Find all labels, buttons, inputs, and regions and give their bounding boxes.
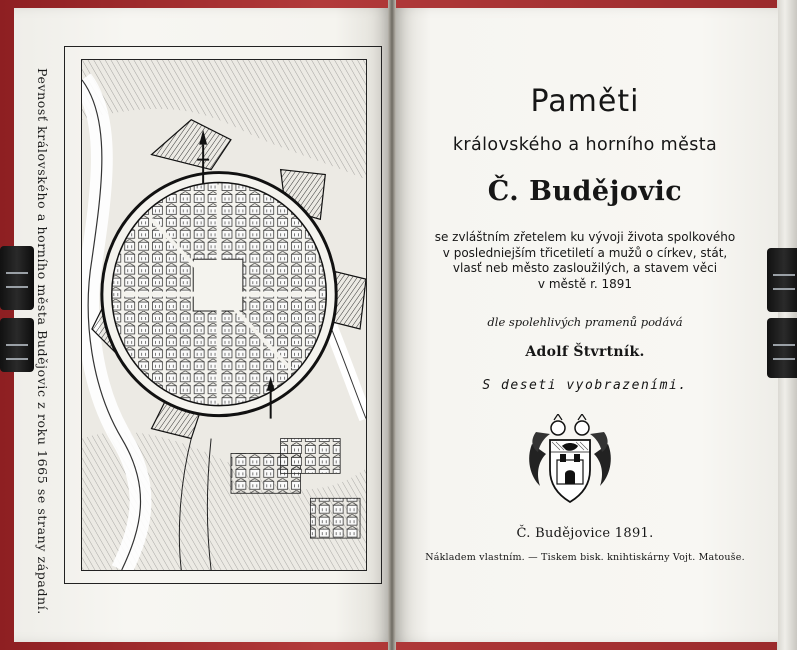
book-title: Paměti	[530, 84, 640, 119]
illustrations-note: S deseti vyobrazeními.	[482, 378, 688, 393]
description-line: v městě r. 1891	[537, 276, 633, 291]
description-line: v posledniejším třicetiletí a mužů o církev, stát,	[442, 245, 728, 260]
printer-imprint: Nákladem vlastním. — Tiskem bisk. knihtiskárny Vojt. Matouše.	[425, 552, 745, 563]
plate-frame	[64, 46, 382, 584]
sources-line: dle spolehlivých pramenů podává	[487, 315, 683, 329]
book-subtitle: královského a horního města	[452, 135, 718, 155]
author-name: Adolf Štvrtník.	[525, 344, 645, 360]
book-city-title: Č. Budějovic	[487, 176, 683, 207]
binder-clip-right	[767, 248, 797, 312]
plate-caption: Pevnosť královského a horního města Budějovic z roku 1665 se strany západní.	[35, 68, 50, 615]
description-line: vlasť neb město zasloužilých, a stavem věci	[452, 261, 718, 275]
binder-clip-left-lower	[0, 318, 34, 372]
fortress-map-engraving	[81, 59, 367, 571]
book-description	[412, 230, 758, 292]
binder-clip-left	[0, 246, 34, 310]
description-line: se zvláštním zřetelem ku vývoji života spolkového	[434, 230, 736, 244]
fortress-map-icon	[82, 60, 366, 570]
city-coat-of-arms-icon	[526, 414, 614, 504]
place-and-year: Č. Budějovice 1891.	[516, 526, 654, 541]
